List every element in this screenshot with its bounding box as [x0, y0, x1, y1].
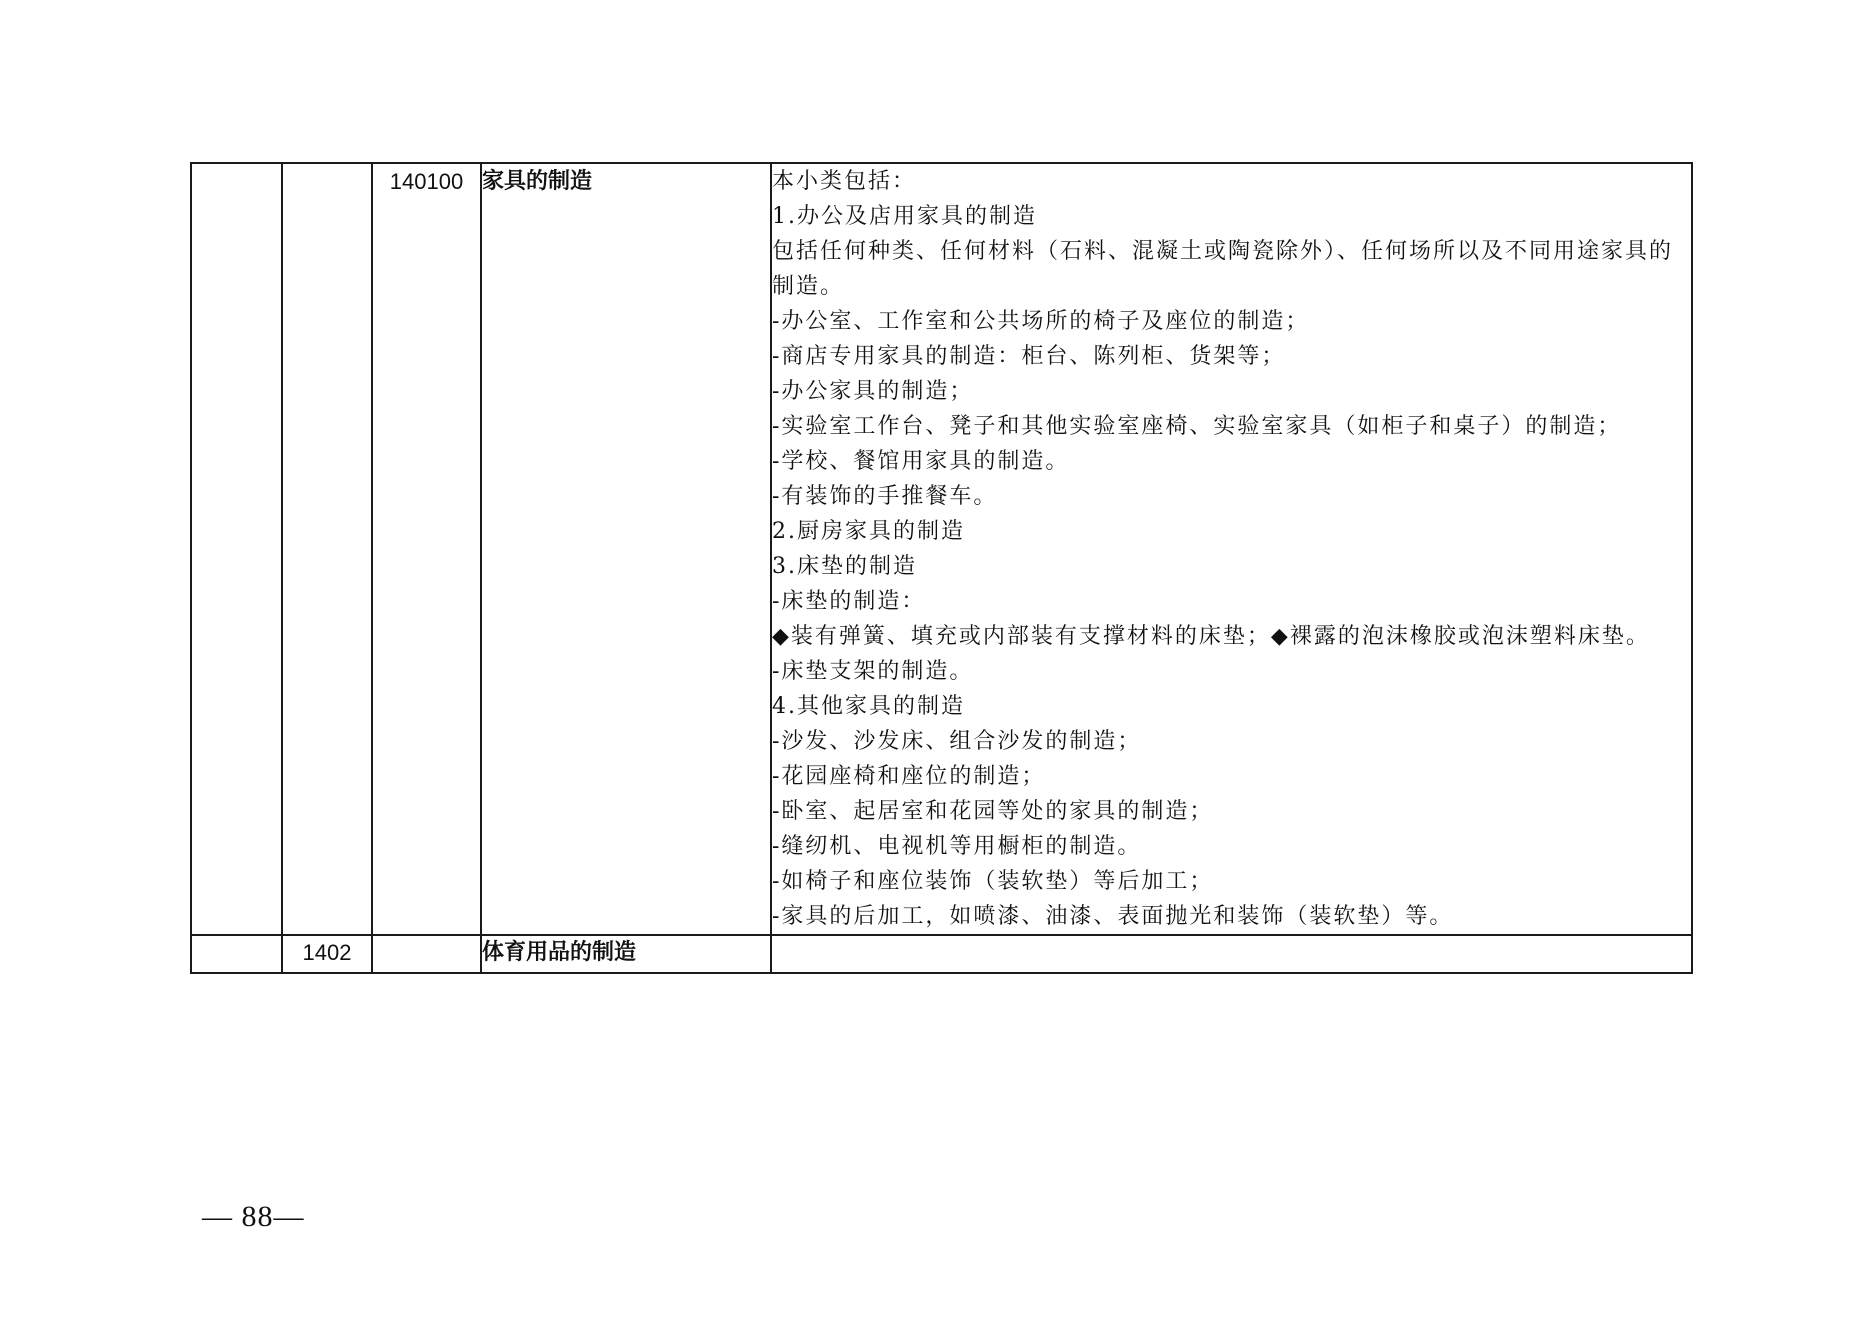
major-class-code-cell [282, 163, 372, 935]
subclass-code-cell: 140100 [372, 163, 481, 935]
description-line: -沙发、沙发床、组合沙发的制造； [772, 729, 1142, 754]
table-row [191, 163, 1692, 935]
description-line: 1.办公及店用家具的制造 [772, 204, 1037, 229]
description-line: -办公家具的制造； [772, 379, 974, 404]
table-row [191, 935, 1692, 973]
description-line: -花园座椅和座位的制造； [772, 764, 1046, 789]
description-line: -如椅子和座位装饰（装软垫）等后加工； [772, 869, 1214, 894]
category-code-cell [191, 935, 282, 973]
class-name-cell: 家具的制造 [481, 163, 771, 935]
description-line: 包括任何种类、任何材料（石料、混凝土或陶瓷除外）、任何场所以及不同用途家具的制造。 [772, 239, 1674, 299]
industry-classification-table [190, 162, 1693, 974]
description-line: -家具的后加工，如喷漆、油漆、表面抛光和装饰（装软垫）等。 [772, 904, 1454, 929]
description-cell [771, 935, 1692, 973]
subclass-code-cell [372, 935, 481, 973]
description-line: -有装饰的手推餐车。 [772, 484, 998, 509]
page-number: — 88— [202, 1200, 305, 1233]
description-line: -卧室、起居室和花园等处的家具的制造； [772, 799, 1214, 824]
description-line: 2.厨房家具的制造 [772, 519, 965, 544]
description-line: 3.床垫的制造 [772, 554, 917, 579]
description-line: -床垫的制造： [772, 589, 926, 614]
description-line: -商店专用家具的制造：柜台、陈列柜、货架等； [772, 344, 1286, 369]
description-line: -学校、餐馆用家具的制造。 [772, 449, 1070, 474]
description-line: -办公室、工作室和公共场所的椅子及座位的制造； [772, 309, 1310, 334]
description-line: -床垫支架的制造。 [772, 659, 974, 684]
description-cell [771, 163, 1692, 935]
description-line: -缝纫机、电视机等用橱柜的制造。 [772, 834, 1142, 859]
description-line: ◆装有弹簧、填充或内部装有支撑材料的床垫；◆裸露的泡沫橡胶或泡沫塑料床垫。 [772, 624, 1650, 649]
category-code-cell [191, 163, 282, 935]
description-line: 4.其他家具的制造 [772, 694, 965, 719]
major-class-code-cell: 1402 [282, 935, 372, 973]
class-name-cell: 体育用品的制造 [481, 935, 771, 973]
description-line: -实验室工作台、凳子和其他实验室座椅、实验室家具（如柜子和桌子）的制造； [772, 414, 1622, 439]
description-line: 本小类包括： [772, 169, 917, 194]
